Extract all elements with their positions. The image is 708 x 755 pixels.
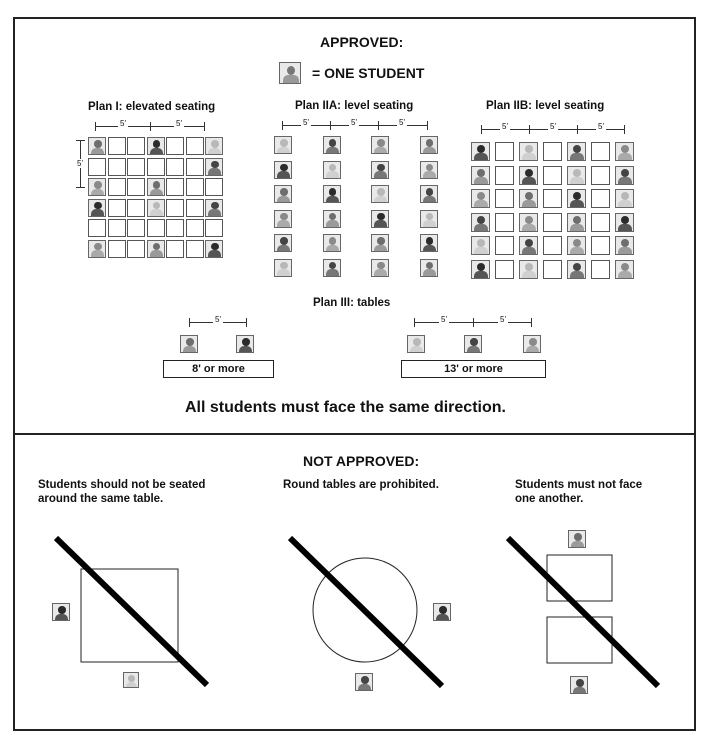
dim-label: 5' (502, 122, 508, 131)
rect-table-bottom (547, 617, 612, 663)
not-approved-title: NOT APPROVED: (303, 453, 420, 469)
dim-label: 5' (550, 122, 556, 131)
dim-label: 5' (215, 315, 221, 324)
approved-title: APPROVED: (320, 34, 404, 50)
dim-label: 5' (399, 118, 405, 127)
table-short: 8' or more (163, 360, 274, 378)
note-same-table-line2: around the same table. (38, 493, 164, 505)
plan1-title: Plan I: elevated seating (88, 101, 216, 113)
dim-label: 5' (351, 118, 357, 127)
plan2a-title: Plan IIA: level seating (295, 100, 414, 112)
legend-label: = ONE STUDENT (312, 65, 425, 81)
dim-label: 5' (598, 122, 604, 131)
note-face-line2: one another. (515, 493, 584, 505)
dim-label: 5' (500, 315, 506, 324)
square-table (81, 569, 178, 662)
note-face-line1: Students must not face (515, 479, 643, 491)
plan3-title: Plan III: tables (313, 297, 391, 309)
dim-label: 5' (441, 315, 447, 324)
table-long: 13' or more (401, 360, 546, 378)
dim-label: 5' (77, 159, 83, 168)
plan2b-title: Plan IIB: level seating (486, 100, 605, 112)
note-same-table-line1: Students should not be seated (38, 479, 206, 491)
strike-line (56, 538, 207, 685)
approved-footer: All students must face the same direction. (185, 399, 506, 416)
dim-label: 5' (176, 119, 182, 128)
rect-table-top (547, 555, 612, 601)
note-round-tables: Round tables are prohibited. (283, 479, 439, 491)
dim-label: 5' (303, 118, 309, 127)
dim-label: 5' (120, 119, 126, 128)
